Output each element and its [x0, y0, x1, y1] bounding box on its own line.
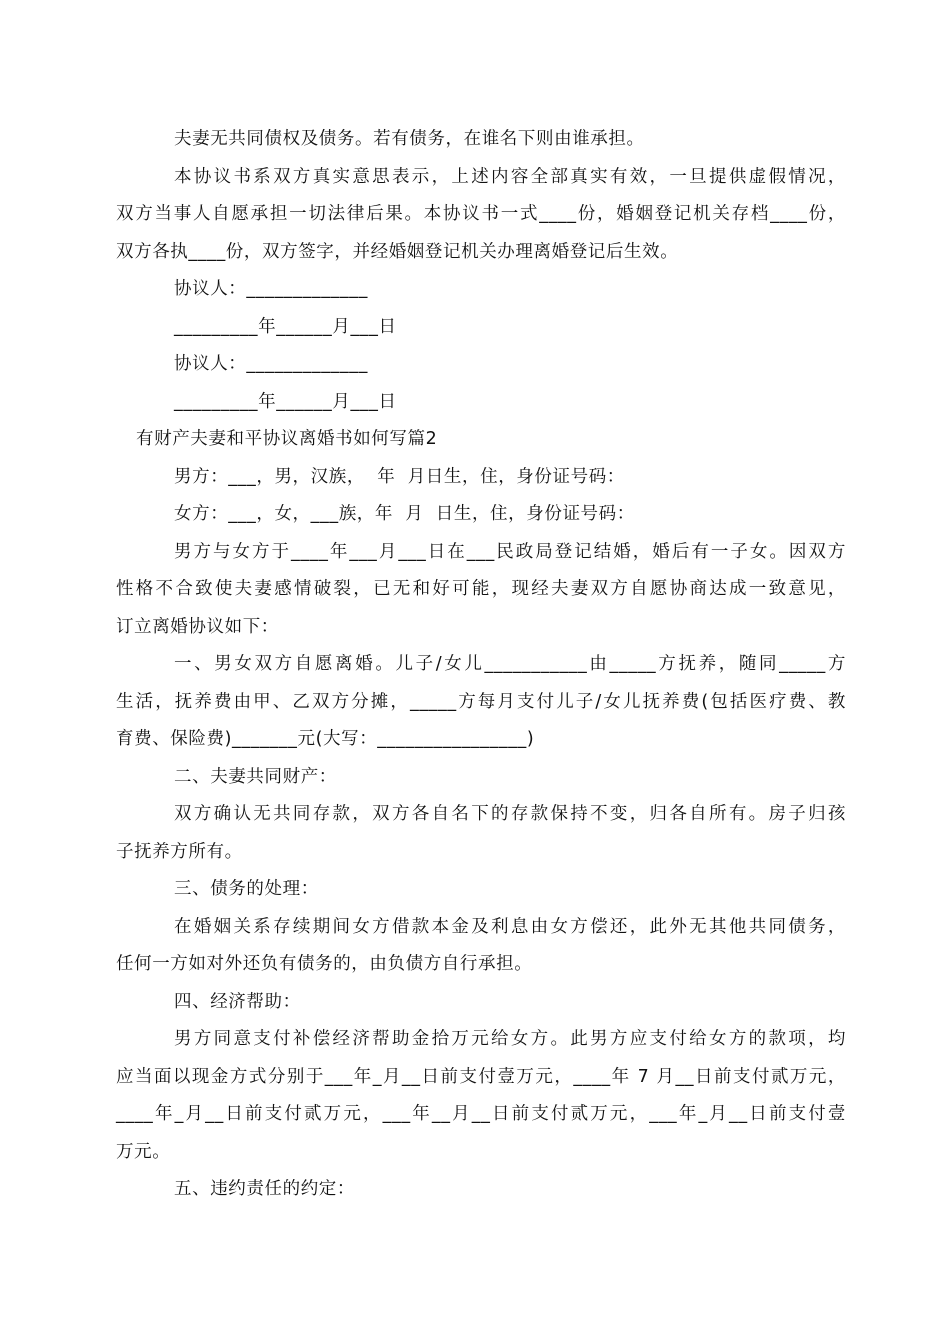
- paragraph-line: 万元。: [116, 1141, 171, 1162]
- clause-heading: 五、违约责任的约定：: [174, 1179, 355, 1199]
- paragraph-line: 一、男女双方自愿离婚。儿子/女儿___________由_____方抚养，随同_____方: [174, 654, 846, 674]
- clause-heading: 二、夫妻共同财产：: [174, 766, 337, 787]
- clause-heading: 三、债务的处理：: [174, 879, 319, 899]
- paragraph-line: 子抚养方所有。: [116, 841, 243, 862]
- signatory-line: 协议人：_____________: [174, 354, 368, 374]
- paragraph-line: 订立离婚协议如下：: [116, 616, 279, 637]
- paragraph-line: 女方：___，女，___族，年 月 日生，住，身份证号码：: [174, 504, 635, 524]
- paragraph-line: 应当面以现金方式分别于___年_月__日前支付壹万元，____年 7 月__日前支付贰万元，: [116, 1066, 846, 1087]
- paragraph-line: 男方同意支付补偿经济帮助金拾万元给女方。此男方应支付给女方的款项，均: [174, 1029, 846, 1049]
- section-title: 有财产夫妻和平协议离婚书如何写篇2: [136, 429, 438, 449]
- paragraph-line: 男方：___，男，汉族， 年 月日生，住，身份证号码：: [174, 466, 625, 487]
- paragraph-line: 生活，抚养费由甲、乙双方分摊，_____方每月支付儿子/女儿抚养费(包括医疗费、教: [116, 691, 846, 712]
- paragraph-line: 在婚姻关系存续期间女方借款本金及利息由女方偿还，此外无其他共同债务，: [174, 916, 846, 937]
- paragraph-line: 双方当事人自愿承担一切法律后果。本协议书一式____份，婚姻登记机关存档____份，: [116, 204, 846, 224]
- paragraph-line: 夫妻无共同债权及债务。若有债务，在谁名下则由谁承担。: [174, 129, 645, 149]
- date-line: _________年______月___日: [174, 316, 397, 337]
- paragraph-line: 双方各执____份，双方签字，并经婚姻登记机关办理离婚登记后生效。: [116, 241, 679, 262]
- document-body: [116, 121, 846, 1209]
- paragraph-line: ____年_月__日前支付贰万元，___年__月__日前支付贰万元，___年_月__日前支付壹: [116, 1104, 846, 1124]
- paragraph-line: 男方与女方于____年___月___日在___民政局登记结婚，婚后有一子女。因双方: [174, 541, 846, 562]
- paragraph-line: 育费、保险费)_______元(大写：________________): [116, 729, 535, 749]
- paragraph-line: 双方确认无共同存款，双方各自名下的存款保持不变，归各自所有。房子归孩: [174, 804, 846, 824]
- paragraph-line: 性格不合致使夫妻感情破裂，已无和好可能，现经夫妻双方自愿协商达成一致意见，: [116, 579, 846, 599]
- paragraph-line: 任何一方如对外还负有债务的，由负债方自行承担。: [116, 954, 533, 974]
- date-line: _________年______月___日: [174, 391, 397, 412]
- signatory-line: 协议人：_____________: [174, 279, 368, 299]
- paragraph-line: 本协议书系双方真实意思表示，上述内容全部真实有效，一旦提供虚假情况，: [174, 166, 846, 187]
- clause-heading: 四、经济帮助：: [174, 991, 301, 1012]
